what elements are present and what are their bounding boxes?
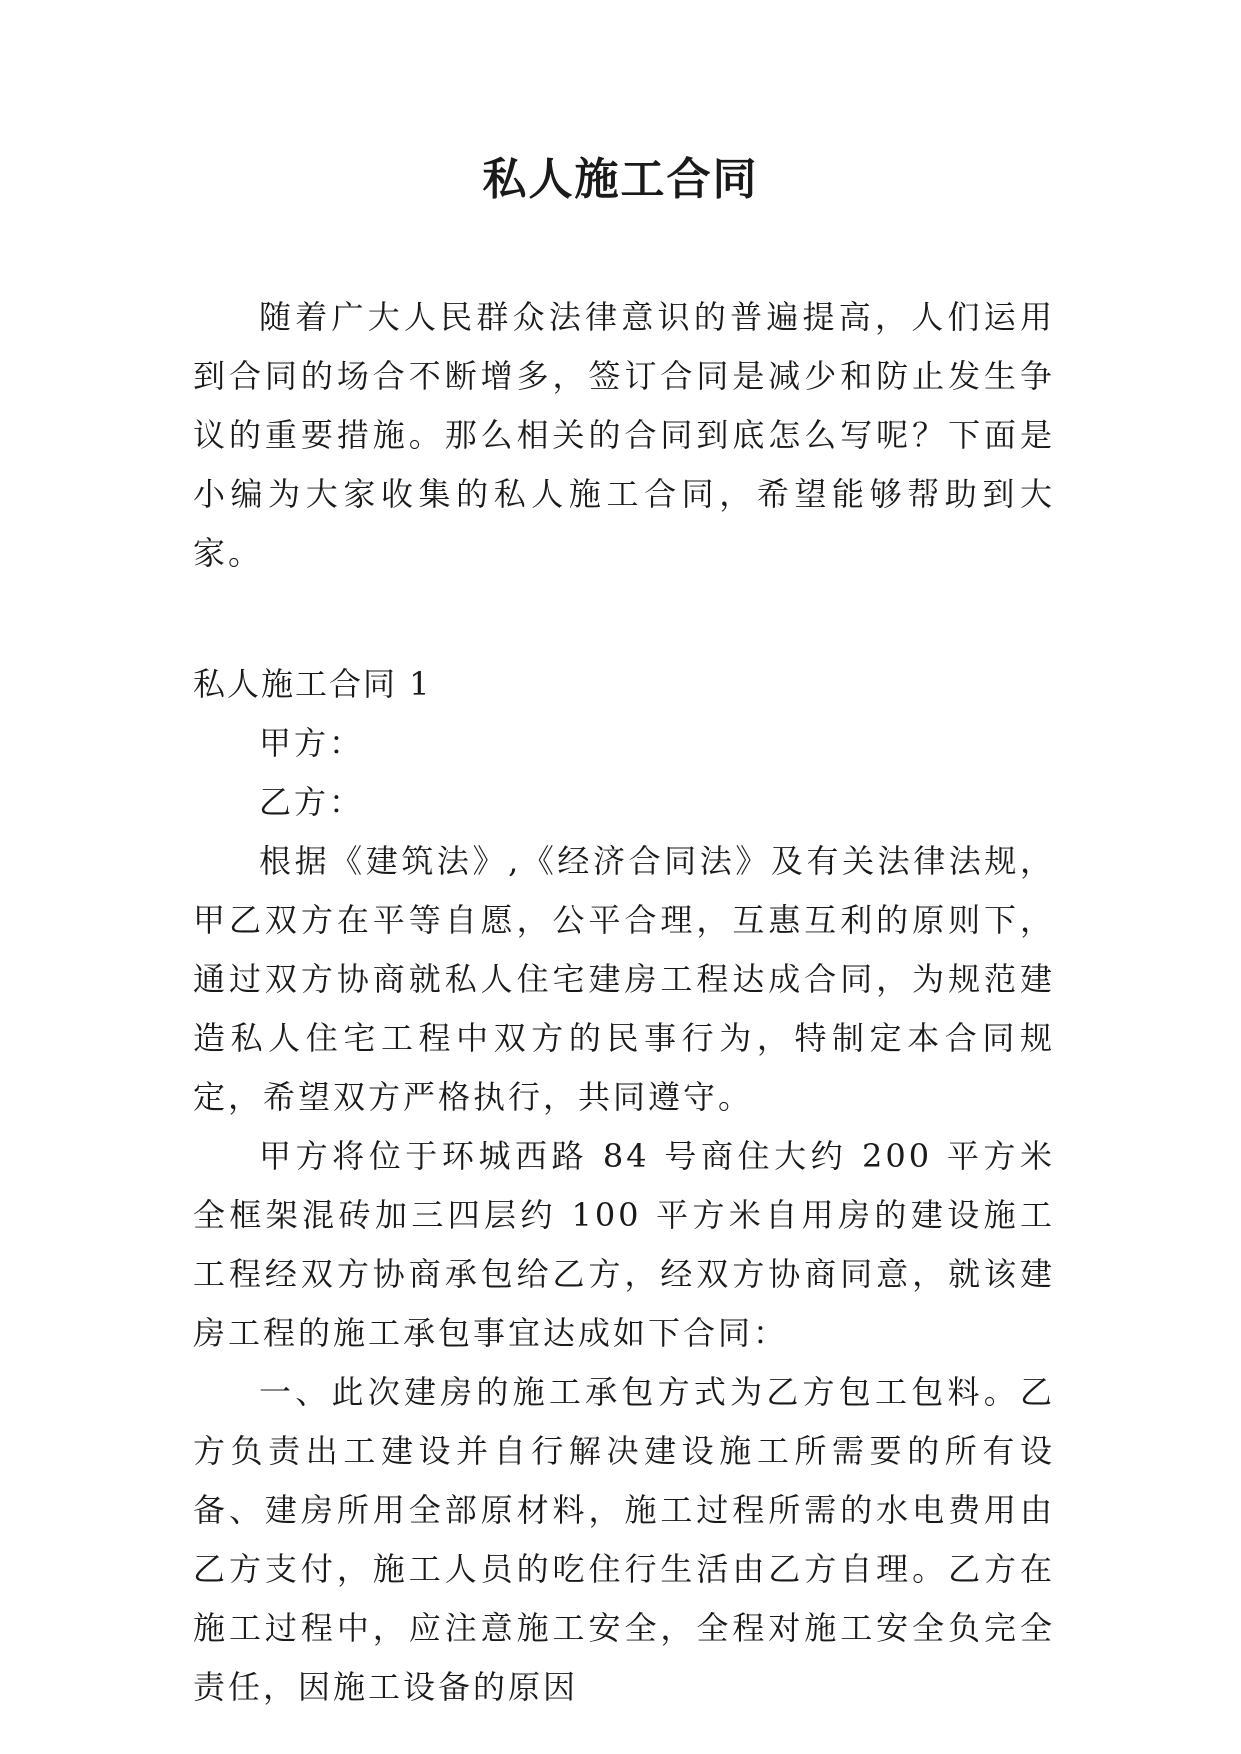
- party-b-line: 乙方：: [259, 783, 365, 821]
- intro-paragraph: 随着广大人民群众法律意识的普遍提高，人们运用到合同的场合不断增多，签订合同是减少和防止发生争议的重要措施。那么相关的合同到底怎么写呢？下面是小编为大家收集的私人施工合同，希望能够帮助到大家。: [193, 298, 1055, 572]
- contract-paragraph: 一、此次建房的施工承包方式为乙方包工包料。乙方负责出工建设并自行解决建设施工所需要的所有设备、建房所用全部原材料，施工过程所需的水电费用由乙方支付，施工人员的吃住行生活由乙方自理。乙方在施工过程中，应注意施工安全，全程对施工安全负完全责任，因施工设备的原因: [193, 1373, 1055, 1706]
- contract-paragraph: 根据《建筑法》,《经济合同法》及有关法律法规，甲乙双方在平等自愿，公平合理，互惠互利的原则下，通过双方协商就私人住宅建房工程达成合同，为规范建造私人住宅工程中双方的民事行为，特制定本合同规定，希望双方严格执行，共同遵守。: [193, 842, 1055, 1116]
- contract-paragraph: 甲方将位于环城西路 84 号商住大约 200 平方米全框架混砖加三四层约 100 平方米自用房的建设施工工程经双方协商承包给乙方，经双方协商同意，就该建房工程的施工承包事宜达成如下合同：: [193, 1137, 1055, 1352]
- document-title: 私人施工合同: [482, 154, 759, 205]
- document-body: [193, 288, 1055, 1717]
- party-a-line: 甲方：: [259, 724, 365, 762]
- section-heading: 私人施工合同 1: [193, 665, 432, 703]
